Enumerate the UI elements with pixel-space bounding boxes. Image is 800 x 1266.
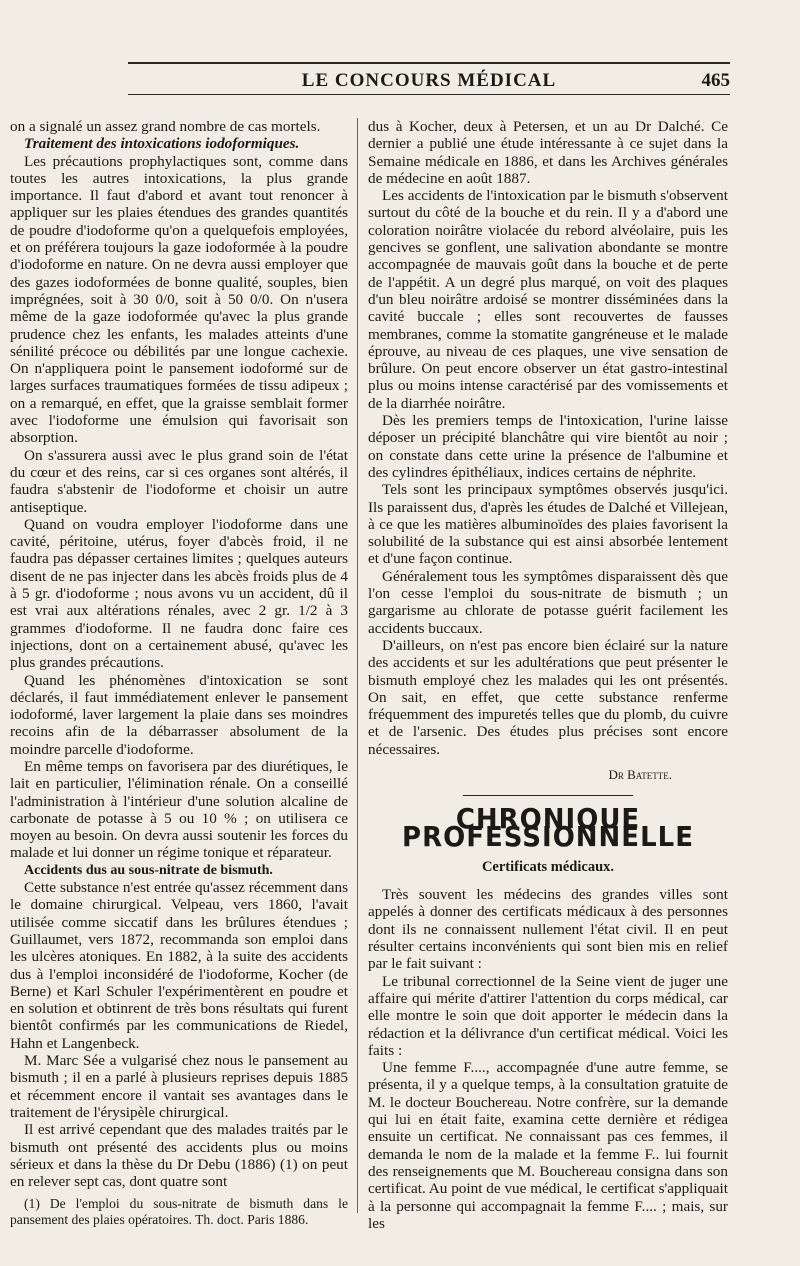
right-column bbox=[368, 118, 728, 1232]
paragraph: Il est arrivé cependant que des malades traités par le bismuth ont présenté des accidents plus ou moins sérieux et dans la thèse du Dr Debu (1886) (1) on peut en relever sept cas, dont quatre sont bbox=[10, 1121, 348, 1191]
paragraph: Le tribunal correctionnel de la Seine vient de juger une affaire qui mérite d'attirer l'attention du corps médical, car elle montre le soin que doit apporter le médecin dans la rédaction et la délivrance d'un certificat médical. Voici les faits : bbox=[368, 972, 728, 1059]
paragraph: M. Marc Sée a vulgarisé chez nous le pansement au bismuth ; il en a parlé à plusieurs reprises depuis 1885 et récemment encore il vantait ses avantages dans le traitement de l'érysipèle chirurgical. bbox=[10, 1052, 348, 1121]
paragraph: Quand on voudra employer l'iodoforme dans une cavité, péritoine, utérus, foyer d'abcès froid, il ne faudra pas dépasser certaines limites ; quelques auteurs disent de ne pas injecter dans les abcès froids plus de 4 à 5 gr. d'iodoforme ; nous avons vu un accident, dû il est vrai aux altérations rénales, avec 2 gr. 1/2 à 3 grammes d'iodoforme. Il ne faudra donc faire ces injections, dont on a certainement abusé, qu'avec les plus grandes précautions. bbox=[10, 515, 348, 672]
paragraph: Généralement tous les symptômes disparaissent dès que l'on cesse l'emploi du sous-nitrate de bismuth ; un gargarisme au chlorate de potasse guérit facilement les accidents buccaux. bbox=[368, 567, 728, 637]
paragraph: Quand les phénomènes d'intoxication se sont déclarés, il faut immédiatement enlever le pansement iodoformé, laver largement la plaie dans ses moindres recoins afin de la débarrasser absolument de la moindre parcelle d'iodoforme. bbox=[10, 671, 348, 758]
footnote: (1) De l'emploi du sous-nitrate de bismuth dans le pansement des plaies opératoires. Th. doct. Paris 1886. bbox=[10, 1196, 348, 1227]
paragraph: dus à Kocher, deux à Petersen, et un au Dr Dalché. Ce dernier a publié une étude intéressante à ce sujet dans la Semaine médicale en 1886, et dans les Archives générales de médecine en août 1887. bbox=[368, 118, 728, 187]
paragraph: Cette substance n'est entrée qu'assez récemment dans le domaine chirurgical. Velpeau, vers 1860, l'avait utilisée comme siccatif dans les brûlures étendues ; Guillaumet, vers 1872, recommanda son emploi dans les ulcères atoniques. En 1882, à la suite des accidents dus à l'emploi inconsidéré de l'iodoforme, Kocher (de Berne) et Karl Schuler l'expérimentèrent en poudre et en solution et obtinrent de très bons résultats qui furent bientôt confirmés par les communications de Riedel, Hahn et Langenbeck. bbox=[10, 879, 348, 1052]
page-number: 465 bbox=[701, 70, 730, 91]
paragraph: D'ailleurs, on n'est pas encore bien éclairé sur la nature des accidents et sur les adultérations que peut présenter le bismuth employé chez les malades qui les ont présentés. On sait, en effet, que cette substance renferme fréquemment des impuretés telles que du plomb, du cuivre et de l'arsenic. Des études plus précises sont encore nécessaires. bbox=[368, 636, 728, 758]
paragraph: Dès les premiers temps de l'intoxication, l'urine laisse déposer un précipité blanchâtre qui vire bientôt au noir ; on constate dans cette urine la présence de l'albumine et des cylindres épithéliaux, indices certains de néphrite. bbox=[368, 412, 728, 481]
section-subtitle: Certificats médicaux. bbox=[481, 858, 615, 875]
paragraph: Tels sont les principaux symptômes observés jusqu'ici. Ils paraissent dus, d'après les études de Dalché et Villejean, à ce que les matières albuminoïdes des plaies favorisent la solubilité de la substance qui est ainsi absorbée lentement et d'une façon continue. bbox=[368, 481, 728, 568]
running-title: LE CONCOURS MÉDICAL bbox=[301, 70, 557, 91]
top-rule bbox=[128, 62, 730, 64]
subheading-treatment: Traitement des intoxications iodoformiques. bbox=[24, 135, 300, 153]
paragraph: on a signalé un assez grand nombre de cas mortels. bbox=[10, 118, 321, 135]
paragraph: Très souvent les médecins des grandes villes sont appelés à donner des certificats médicaux à des personnes dont ils ne connaissent nullement l'état civil. Il en peut résulter certains inconvénients qui sont bien mis en relief par le fait suivant : bbox=[368, 886, 728, 973]
paragraph: On s'assurera aussi avec le plus grand soin de l'état du cœur et des reins, car si ces organes sont altérés, il faudra s'abstenir de l'iodoforme et choisir un autre antiseptique. bbox=[10, 446, 348, 516]
paragraph: Les accidents de l'intoxication par le bismuth s'observent surtout du côté de la bouche et du rein. Il y a d'abord une coloration noirâtre violacée du rebord alvéolaire, puis les gencives se gonflent, une salivation abondante se montre accompagnée de mauvais goût dans la bouche et de perte de l'appétit. A un degré plus marqué, on voit des plaques d'un bleu noirâtre ardoisé se montrer disséminées dans la cavité buccale ; elles sont recouvertes de fausses membranes, comme la stomatite gangréneuse et le malade éprouve, au niveau de ces plaques, une vive sensation de brûlure. On peut encore observer un état gastro-intestinal plus ou moins intense caractérisé par des vomissements et de la diarrhée noirâtre. bbox=[368, 187, 728, 412]
paragraph: Les précautions prophylactiques sont, comme dans toutes les autres intoxications, la plus grande importance. Il faut d'abord et avant tout renoncer à appliquer sur les plaies étendues des grandes quantités de poudre d'iodoforme qu'on a quelquefois employées, et on préférera toujours la gaze iodoformée à la poudre d'iodoforme en nature. On ne devra aussi employer que des gazes iodoformées de bonne qualité, souples, bien imprégnées, soit à 30 0/0, soit à 50 0/0. On n'usera même de la gaze iodoformée qu'avec la plus grande prudence chez les enfants, les malades atteints d'une sénilité précoce ou débilités par une longue cachexie. On n'appliquera point le pansement iodoformé sur de larges surfaces traumatiques formées de tissu adipeux ; on a remarqué, en effet, que la graisse semblait former avec l'iodoforme une émulsion qui favorisait son absorption. bbox=[10, 152, 348, 447]
subheading-bismuth: Accidents dus au sous-nitrate de bismuth. bbox=[24, 862, 273, 878]
left-column bbox=[10, 118, 348, 1227]
column-divider bbox=[357, 118, 358, 1213]
section-title: CHRONIQUE PROFESSIONNELLE bbox=[402, 804, 694, 854]
header-rule bbox=[128, 94, 730, 95]
paragraph: Une femme F...., accompagnée d'une autre femme, se présenta, il y a quelque temps, à la consultation gratuite de M. le docteur Bouchereau. Notre confrère, sur la demande qui lui en était faite, examina cette dernière et rédigea ensuite un certificat. Ne connaissant pas ces femmes, il demanda le nom de la malade et la femme F.. lui fournit des renseignements que M. Bouchereau consigna dans son certificat. Au point de vue médical, le certificat s'appliquait à la personne qui accompagnait la femme F.... ; mais, sur les bbox=[368, 1059, 728, 1232]
section-rule bbox=[463, 795, 633, 796]
running-head bbox=[128, 70, 730, 94]
author-signature: Dr Batette. bbox=[608, 766, 672, 782]
paragraph: En même temps on favorisera par des diurétiques, le lait en particulier, l'élimination rénale. On a conseillé l'administration à l'intérieur d'une solution alcaline de carbonate de potasse à 5 ou 10 % ; on utilisera ce moyen au besoin. On devra aussi soutenir les forces du malade et lui donner un régime tonique et réparateur. bbox=[10, 757, 348, 862]
